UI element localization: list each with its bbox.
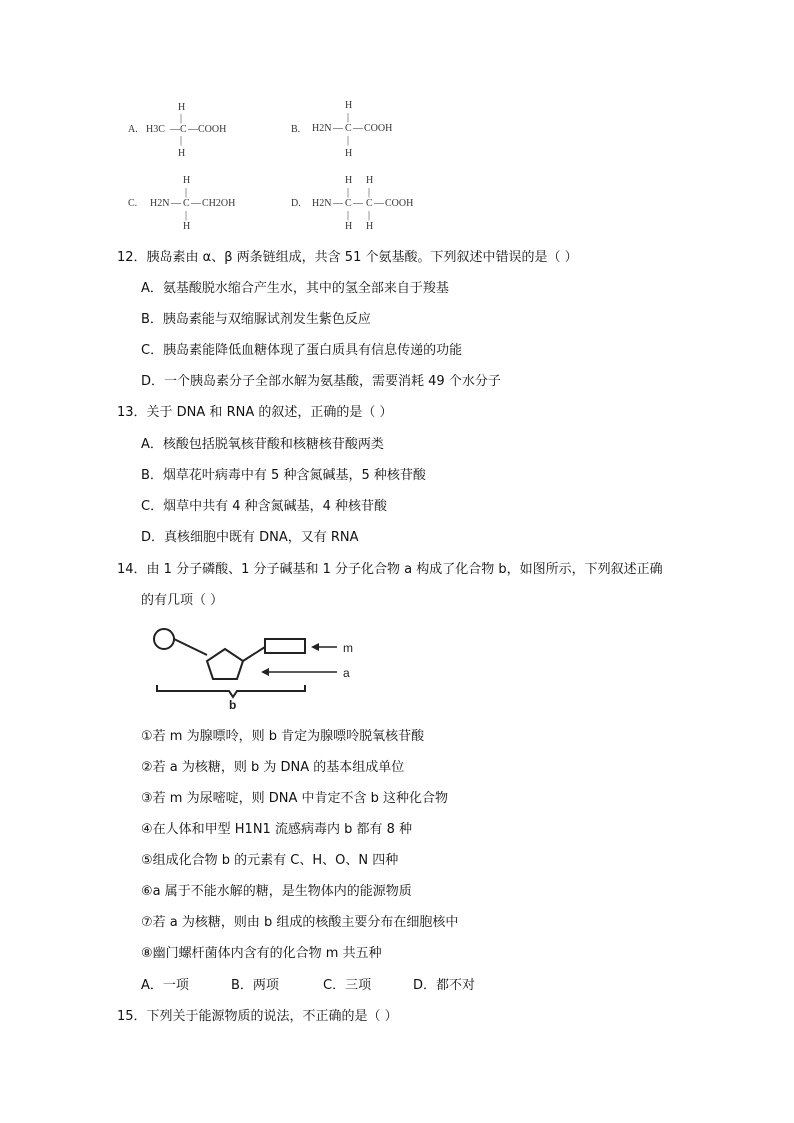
- q12-stem: 12．胰岛素由 α、β 两条链组成，共含 51 个氨基酸。下列叙述中错误的是（ ）: [117, 250, 578, 265]
- q13-option-c: C．烟草中共有 4 种含氮碱基，4 种核苷酸: [141, 499, 388, 514]
- q15-stem: 15．下列关于能源物质的说法，不正确的是（ ）: [117, 1009, 398, 1024]
- structure-b-top: H: [345, 100, 353, 111]
- structure-b-bottom: H: [345, 148, 353, 159]
- structure-c-bottom: H: [183, 221, 191, 232]
- base-rectangle: [265, 639, 305, 653]
- phosphate-circle: [154, 629, 174, 649]
- q14-statement-6: ⑥a 属于不能水解的糖，是生物体内的能源物质: [141, 884, 412, 899]
- structure-c-left: H2N: [150, 198, 170, 209]
- sugar-pentagon: [207, 649, 243, 679]
- q14-statement-5: ⑤组成化合物 b 的元素有 C、H、O、N 四种: [141, 853, 399, 868]
- q14-statement-7: ⑦若 a 为核糖，则由 b 组成的核酸主要分布在细胞核中: [141, 915, 459, 930]
- q12-option-c: C．胰岛素能降低血糖体现了蛋白质具有信息传递的功能: [141, 343, 463, 358]
- structure-d-c2: C: [366, 198, 373, 209]
- structure-d-letter: D.: [291, 198, 301, 209]
- q14-statement-3: ③若 m 为尿嘧啶，则 DNA 中肯定不含 b 这种化合物: [141, 791, 448, 806]
- q13-stem: 13．关于 DNA 和 RNA 的叙述，正确的是（ ）: [117, 405, 393, 420]
- q14-stem-line2: 的有几项（ ）: [141, 593, 224, 608]
- structure-a-top: H: [178, 102, 186, 113]
- structure-d-top2: H: [366, 175, 374, 186]
- structure-a-bottom: H: [178, 148, 186, 159]
- structure-a-letter: A.: [128, 124, 138, 135]
- q14-choice-b: B．两项: [231, 978, 279, 993]
- q14-choices: [141, 976, 475, 996]
- q14-statement-4: ④在人体和甲型 H1N1 流感病毒内 b 都有 8 种: [141, 822, 413, 837]
- structure-c-top: H: [183, 175, 191, 186]
- structure-c-letter: C.: [128, 198, 138, 209]
- structure-b-right: COOH: [364, 123, 393, 134]
- label-m: m: [343, 641, 353, 655]
- q14-statement-1: ①若 m 为腺嘌呤，则 b 肯定为腺嘌呤脱氧核苷酸: [141, 729, 425, 744]
- structure-d-left: H2N: [312, 198, 332, 209]
- q13-option-d: D．真核细胞中既有 DNA，又有 RNA: [141, 530, 359, 545]
- label-b: b: [229, 698, 237, 712]
- structure-a-left: H3C: [146, 124, 165, 135]
- q14-statement-8: ⑧幽门螺杆菌体内含有的化合物 m 共五种: [141, 946, 382, 961]
- structure-d-right: COOH: [385, 198, 414, 209]
- structure-b-letter: B.: [291, 124, 301, 135]
- q14-choice-c: C．三项: [323, 978, 372, 993]
- structure-c-center: C: [183, 198, 190, 209]
- q12-option-b: B．胰岛素能与双缩脲试剂发生紫色反应: [141, 312, 371, 327]
- structure-a-right: COOH: [198, 124, 227, 135]
- q12-option-a: A．氨基酸脱水缩合产生水，其中的氢全部来自于羧基: [141, 281, 449, 296]
- structure-d-bottom2: H: [366, 221, 374, 232]
- structure-c-right: CH2OH: [202, 198, 236, 209]
- structure-b-center: C: [345, 123, 352, 134]
- structure-d-top1: H: [345, 175, 353, 186]
- q14-choice-a: A．一项: [141, 978, 189, 993]
- brace-b: [157, 685, 305, 697]
- q13-option-a: A．核酸包括脱氧核苷酸和核糖核苷酸两类: [141, 437, 384, 452]
- q12-option-d: D．一个胰岛素分子全部水解为氨基酸，需要消耗 49 个水分子: [141, 374, 501, 389]
- structure-a-center: C: [180, 124, 187, 135]
- structure-d-bottom1: H: [345, 221, 353, 232]
- label-a: a: [343, 666, 350, 680]
- q14-stem-line1: 14．由 1 分子磷酸、1 分子碱基和 1 分子化合物 a 构成了化合物 b，如图所示，下列叙述正确: [117, 562, 663, 577]
- q14-choice-d: D．都不对: [413, 978, 476, 993]
- structure-b-left: H2N: [312, 123, 332, 134]
- nucleotide-diagram: [145, 625, 365, 713]
- structure-d-c1: C: [345, 198, 352, 209]
- q14-statement-2: ②若 a 为核糖，则 b 为 DNA 的基本组成单位: [141, 760, 405, 775]
- q13-option-b: B．烟草花叶病毒中有 5 种含氮碱基，5 种核苷酸: [141, 468, 426, 483]
